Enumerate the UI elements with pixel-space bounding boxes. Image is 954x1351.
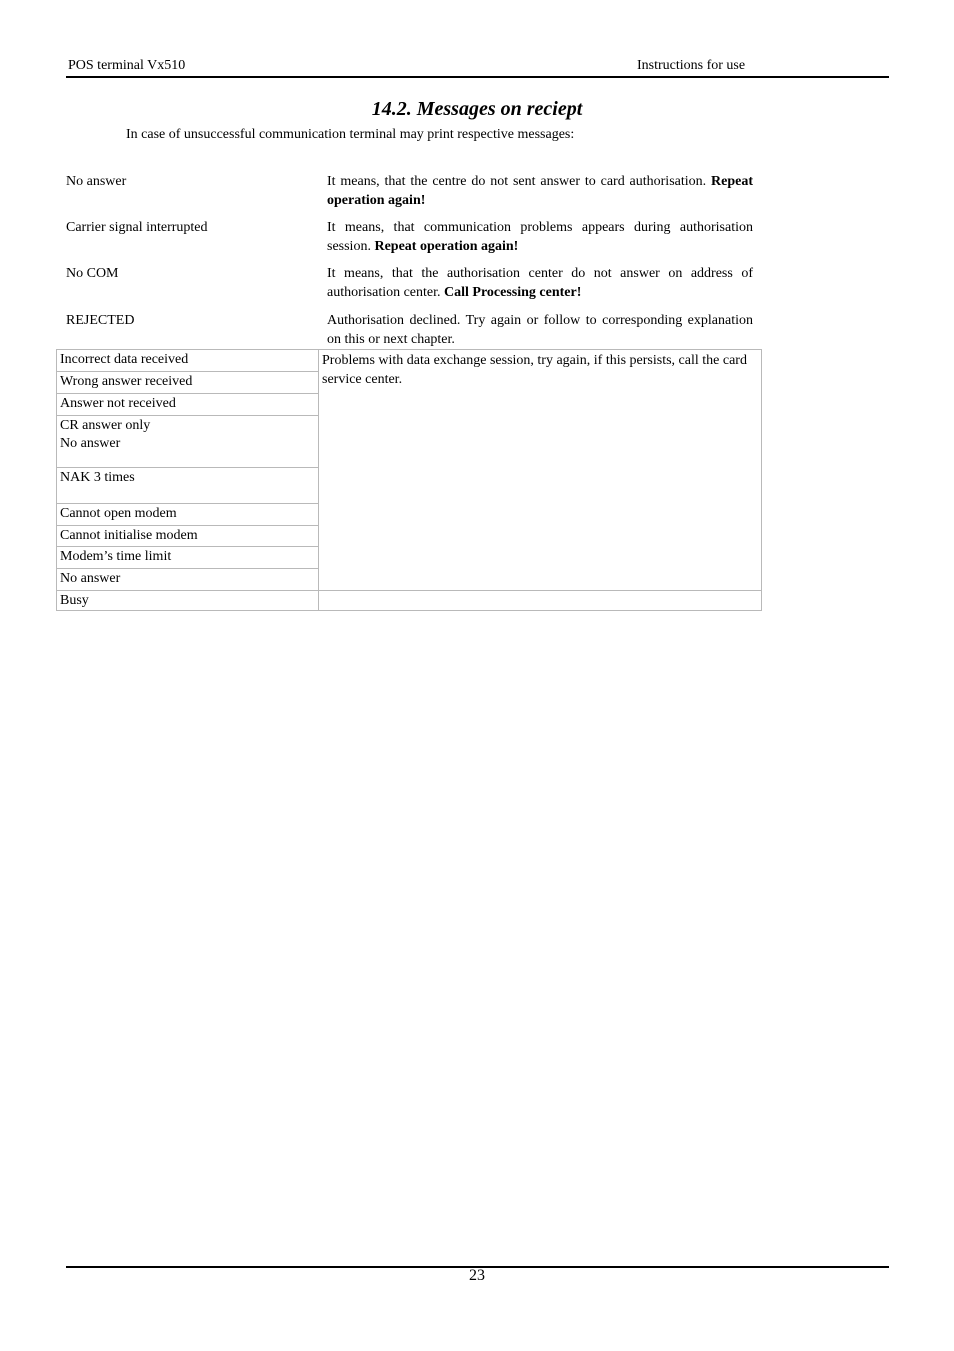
table-cell-message: Modem’s time limit bbox=[57, 546, 319, 568]
page-number: 23 bbox=[469, 1267, 485, 1284]
header-document-type: Instructions for use bbox=[637, 58, 746, 73]
table-cell-message: Wrong answer received bbox=[57, 372, 319, 394]
message-name: REJECTED bbox=[66, 313, 135, 328]
message-action: Repeat operation again! bbox=[327, 174, 753, 208]
table-cell-message: Cannot initialise modem bbox=[57, 525, 319, 546]
message-name: Carrier signal interrupted bbox=[66, 220, 208, 235]
table-cell-message: Cannot open modem bbox=[57, 503, 319, 525]
header-document-title: POS terminal Vx510 bbox=[68, 58, 186, 73]
table-cell-empty bbox=[319, 590, 762, 610]
table-cell-line: CR answer only bbox=[60, 418, 151, 434]
message-action: Repeat operation again! bbox=[374, 238, 519, 254]
table-cell-message: Answer not received bbox=[57, 394, 319, 416]
table-cell-message: Incorrect data received bbox=[57, 350, 319, 372]
message-name: No answer bbox=[66, 174, 127, 189]
message-description: It means, that the authorisation center do not answer on address of authorisation center. Call Processing center! bbox=[327, 266, 753, 300]
message-description: It means, that the centre do not sent answer to card authorisation. Repeat operation again! bbox=[327, 174, 753, 208]
table-cell-message: No answer bbox=[57, 568, 319, 590]
error-messages-table bbox=[56, 349, 762, 611]
table-cell-message bbox=[57, 416, 319, 468]
table-cell-message: Busy bbox=[57, 590, 319, 610]
table-cell-description: Problems with data exchange session, try again, if this persists, call the card service center. bbox=[319, 350, 762, 591]
section-title: 14.2. Messages on reciept bbox=[371, 98, 583, 120]
section-intro: In case of unsuccessful communication terminal may print respective messages: bbox=[126, 127, 575, 142]
message-description: Authorisation declined. Try again or follow to corresponding explanation on this or next chapter. bbox=[327, 313, 753, 347]
message-name: No COM bbox=[66, 266, 119, 281]
table-cell-message: NAK 3 times bbox=[57, 468, 319, 503]
table-cell-line: No answer bbox=[60, 436, 121, 452]
message-description: It means, that communication problems appears during authorisation session. Repeat operation again! bbox=[327, 220, 753, 254]
header-rule bbox=[66, 76, 889, 78]
message-action: Call Processing center! bbox=[444, 284, 582, 300]
